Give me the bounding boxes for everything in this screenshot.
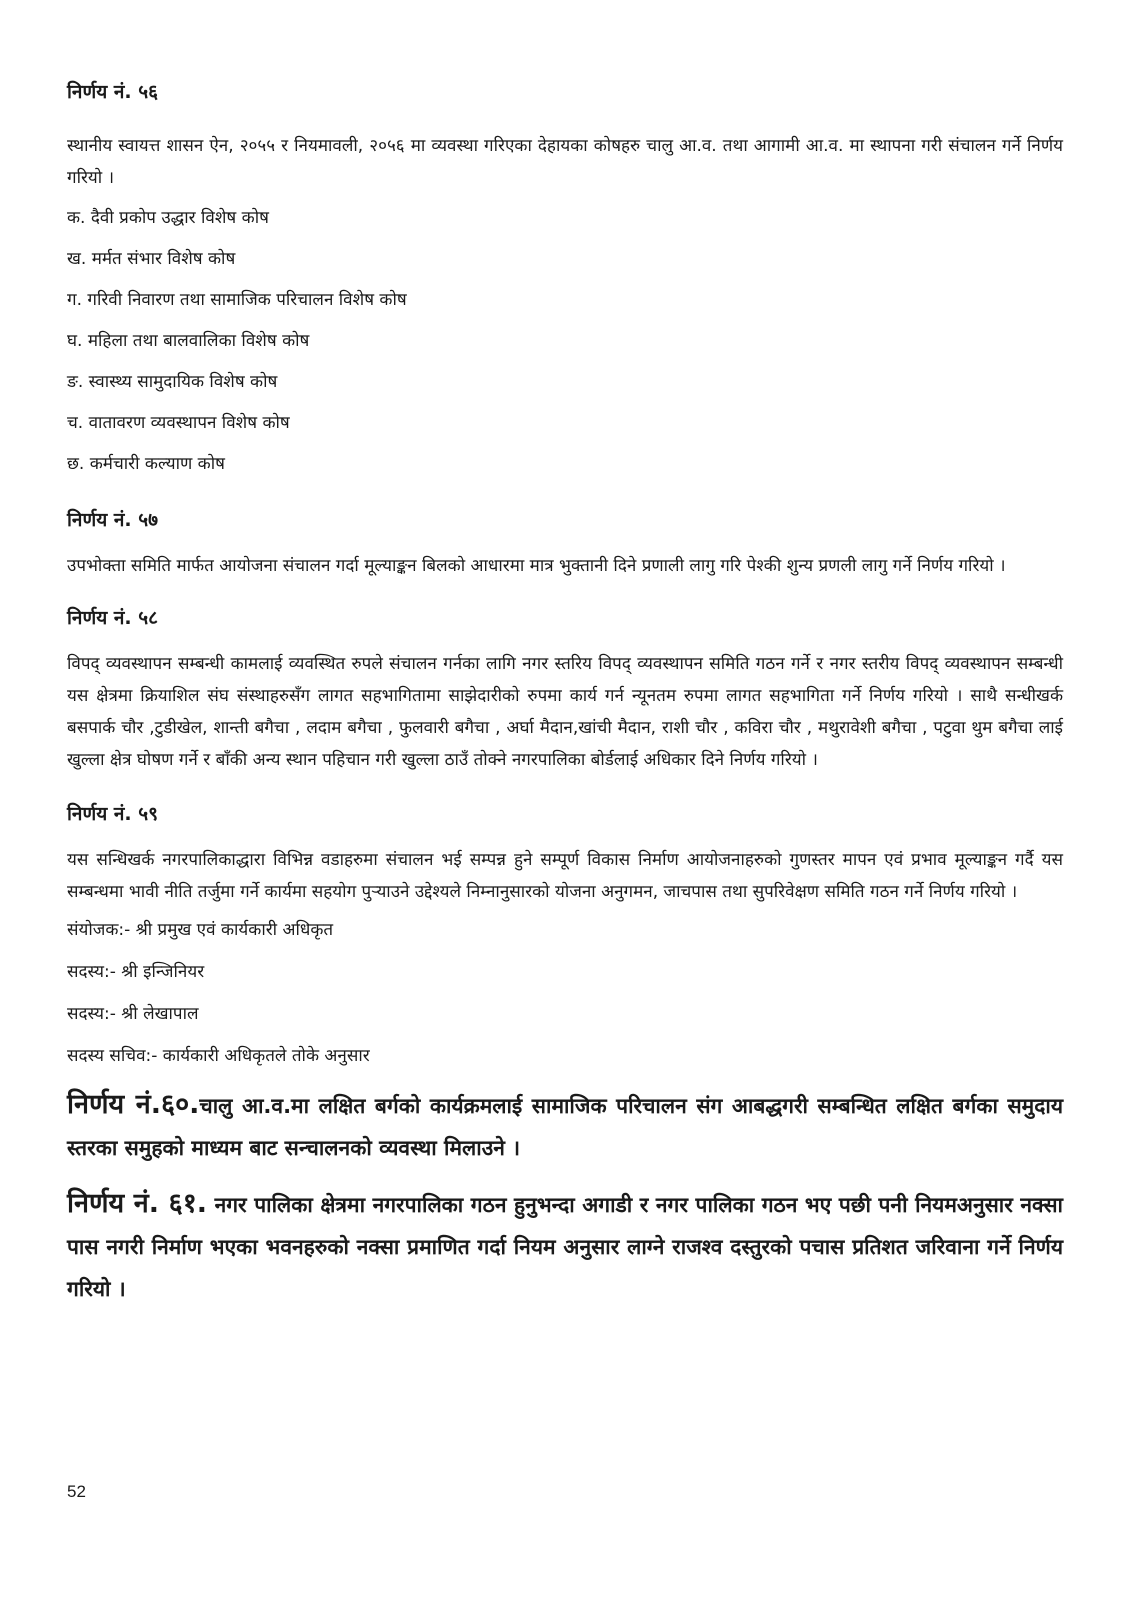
decision-61-text <box>67 1183 1063 1310</box>
list-item: ग. गरिवी निवारण तथा सामाजिक परिचालन विशेष कोष <box>67 290 407 310</box>
decision-56 <box>67 78 1063 476</box>
member-accountant: सदस्य:- श्री लेखापाल <box>67 1004 199 1024</box>
decision-60-body: चालु आ.व.मा लक्षित बर्गको कार्यक्रमलाई सामाजिक परिचालन संग आबद्धगरी सम्बन्धित लक्षित बर्गका समुदाय स्तरका समुहको माध्यम बाट सन्चालनको व्यवस्था मिलाउने । <box>67 1094 1063 1160</box>
decision-57-heading: निर्णय नं. ५७ <box>67 509 158 531</box>
decision-59-text: यस सन्धिखर्क नगरपालिकाद्धारा विभिन्न वडाहरुमा संचालन भई सम्पन्न हुने सम्पूर्ण विकास निर्माण आयोजनाहरुको गुणस्तर मापन एवं प्रभाव मूल्याङ्कन गर्दै यस सम्बन्धमा भावी नीति तर्जुमा गर्ने कार्यमा सहयोग पुऱ्याउने उद्देश्यले निम्नानुसारको योजना अनुगमन, जाचपास तथा सुपरिवेक्षण समिति गठन गर्ने निर्णय गरियो । <box>67 850 1063 902</box>
decision-59-heading: निर्णय नं. ५९ <box>67 803 158 825</box>
fund-list <box>67 206 1063 476</box>
committee-members <box>67 918 1063 1068</box>
document-page <box>67 78 1063 1310</box>
list-item: ङ. स्वास्थ्य सामुदायिक विशेष कोष <box>67 372 278 392</box>
decision-58 <box>67 604 1063 776</box>
decision-57 <box>67 506 1063 582</box>
list-item: ख. मर्मत संभार विशेष कोष <box>67 249 236 269</box>
page-number: 52 <box>67 1482 86 1501</box>
decision-56-heading: निर्णय नं. ५६ <box>67 81 158 103</box>
decision-58-text: विपद् व्यवस्थापन सम्बन्धी कामलाई व्यवस्थित रुपले संचालन गर्नका लागि नगर स्तरिय विपद् व्यवस्थापन समिति गठन गर्ने र नगर स्तरीय विपद् व्यवस्थापन सम्बन्धी यस क्षेत्रमा क्रियाशिल संघ संस्थाहरुसँग लागत सहभागितामा साझेदारीको रुपमा कार्य गर्न न्यूनतम रुपमा लागत सहभागिता गर्ने निर्णय गरियो । साथै सन्धीखर्क बसपार्क चौर ,टुडीखेल, शान्ती बगैचा , लदाम बगैचा , फुलवारी बगैचा , अर्घा मैदान,खांची मैदान, राशी चौर , कविरा चौर , मथुरावेशी बगैचा , पटुवा थुम बगैचा लाई खुल्ला क्षेत्र घोषण गर्ने र बाँकी अन्य स्थान पहिचान गरी खुल्ला ठाउँ तोक्ने नगरपालिका बोर्डलाई अधिकार दिने निर्णय गरियो । <box>67 654 1063 770</box>
list-item: घ. महिला तथा बालवालिका विशेष कोष <box>67 331 310 351</box>
decision-57-text: उपभोक्ता समिति मार्फत आयोजना संचालन गर्दा मूल्याङ्कन बिलको आधारमा मात्र भुक्तानी दिने प्रणाली लागु गरि पेश्की शुन्य प्रणली लागु गर्ने निर्णय गरियो । <box>67 556 1006 576</box>
decision-59 <box>67 800 1063 1068</box>
decision-61-heading: निर्णय नं. ६१. <box>67 1188 208 1219</box>
decision-58-heading: निर्णय नं. ५८ <box>67 607 158 629</box>
decision-61-body: नगर पालिका क्षेत्रमा नगरपालिका गठन हुनुभन्दा अगाडी र नगर पालिका गठन भए पछी पनी नियमअनुसार नक्सा पास नगरी निर्माण भएका भवनहरुको नक्सा प्रमाणित गर्दा नियम अनुसार लाग्ने राजश्व दस्तुरको पचास प्रतिशत जरिवाना गर्ने निर्णय गरियो । <box>67 1193 1063 1301</box>
decision-60-text <box>67 1084 1063 1169</box>
member-convener: संयोजक:- श्री प्रमुख एवं कार्यकारी अधिकृत <box>67 920 334 940</box>
member-engineer: सदस्य:- श्री इन्जिनियर <box>67 962 205 982</box>
list-item: क. दैवी प्रकोप उद्धार विशेष कोष <box>67 208 269 228</box>
decision-60 <box>67 1084 1063 1169</box>
list-item: छ. कर्मचारी कल्याण कोष <box>67 454 225 474</box>
list-item: च. वातावरण व्यवस्थापन विशेष कोष <box>67 413 290 433</box>
decision-56-text: स्थानीय स्वायत्त शासन ऐन, २०५५ र नियमावली, २०५६ मा व्यवस्था गरिएका देहायका कोषहरु चालु आ.व. तथा आगामी आ.व. मा स्थापना गरी संचालन गर्ने निर्णय गरियो । <box>67 136 1063 188</box>
decision-61 <box>67 1183 1063 1310</box>
decision-60-heading: निर्णय नं.६०. <box>67 1089 200 1120</box>
member-secretary: सदस्य सचिव:- कार्यकारी अधिकृतले तोके अनुसार <box>67 1046 370 1066</box>
